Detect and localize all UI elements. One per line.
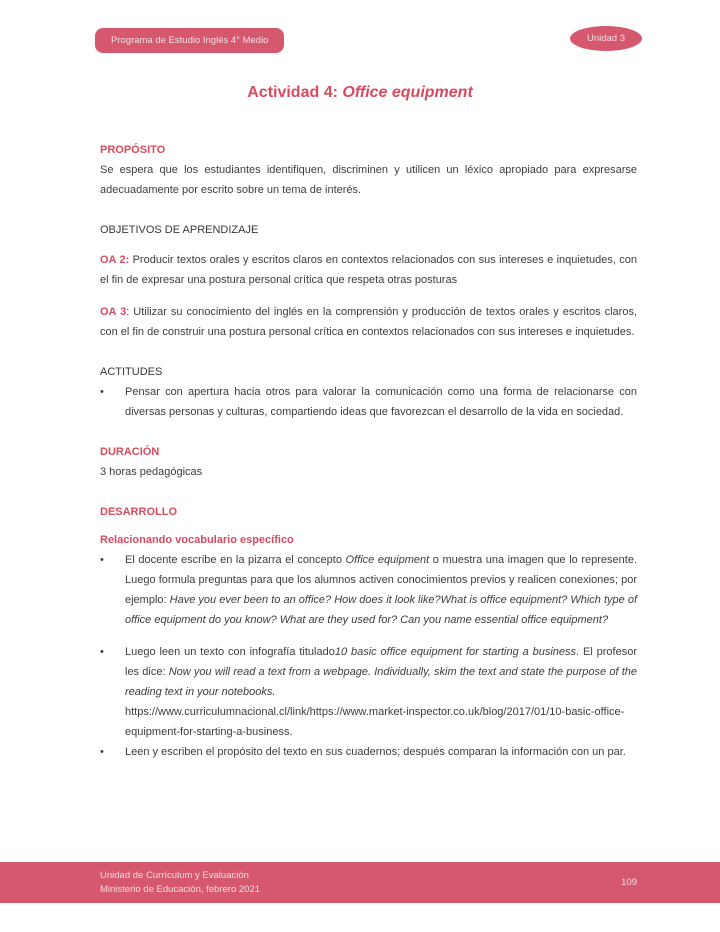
reading-url[interactable] [100,702,637,742]
bullet-marker: • [100,646,104,658]
text-segment: 10 basic office equipment for starting a business [334,646,577,658]
bullet-text [125,550,637,630]
text-segment: o muestra una imagen que lo represente. Luego formula preguntas para que los alumnos activen conocimientos previos y realicen conexiones; por ejemplo: [125,554,637,606]
page-title-italic: Office equipment [342,84,473,101]
duracion-heading [100,442,637,462]
text-segment: ACTITUDES [100,366,163,378]
text-segment: PROPÓSITO [100,144,166,156]
page-title [0,84,720,102]
footer-line2: Ministerio de Educación, febrero 2021 [100,883,261,895]
text-segment: Pensar con apertura hacia otros para valorar la comunicación como una forma de relacionarse con diversas personas y culturas, compartiendo ideas que favorezcan el desarrollo de la vida en sociedad. [125,386,637,418]
footer-bar [0,862,720,903]
text-segment: DESARROLLO [100,506,177,518]
oa3-text [100,302,637,342]
bullet-text [125,742,637,762]
actitudes-heading [100,362,637,382]
text-segment: Have you ever been to an office? How does it look like?What is office equipment? Which type of office equipment do you know? What are they used for? Can you name essential office equipment? [125,594,638,626]
text-segment: 3 horas pedagógicas [100,466,203,478]
text-segment: OA 3 [100,306,127,318]
vocabulario-subheading [100,530,637,550]
bullet-marker: • [100,386,104,398]
text-segment: Relacionando vocabulario específico [100,534,294,546]
desarrollo-bullet-1 [100,550,637,630]
text-segment: Office equipment [345,554,430,566]
text-segment: OA 2: [100,254,130,266]
page-title-prefix: Actividad 4: [247,84,343,101]
bullet-marker: • [100,554,104,566]
desarrollo-heading [100,502,637,522]
actitudes-bullet [100,382,637,422]
bullet-text [125,382,637,422]
program-badge: Programa de Estudio Inglés 4° Medio [95,28,284,53]
unit-badge: Unidad 3 [570,26,642,51]
bullet-marker: • [100,746,104,758]
proposito-text [100,160,637,200]
duracion-text [100,462,637,482]
oa2-text [100,250,637,290]
text-segment: . El profesor les dice: [125,646,638,678]
text-segment: Se espera que los estudiantes identifiquen, discriminen y utilicen un léxico apropiado para expresarse adecuadamente por escrito sobre un tema de interés. [100,164,637,196]
page-number: 109 [621,876,637,888]
text-segment: Now you will read a text from a webpage. Individually, skim the text and state the purpose of the reading text in your notebooks. [125,666,637,698]
text-segment: OBJETIVOS DE APRENDIZAJE [100,224,259,236]
objetivos-heading [100,220,637,240]
content-blocks [100,140,637,762]
footer-line1: Unidad de Currículum y Evaluación [100,869,249,881]
desarrollo-bullet-2 [100,642,637,702]
text-segment: DURACIÓN [100,446,160,458]
bullet-text [125,642,637,702]
footer-publisher [100,869,260,897]
text-segment: Leen y escriben el propósito del texto en sus cuadernos; después comparan la información con un par. [125,746,626,758]
desarrollo-bullet-3 [100,742,637,762]
text-segment: El docente escribe en la pizarra el concepto [125,554,346,566]
text-segment: https://www.curriculumnacional.cl/link/https://www.market-inspector.co.uk/blog/2017/01/10-basic-office-equipment-for-starting-a-business. [125,706,625,738]
text-segment: : Utilizar su conocimiento del inglés en la comprensión y producción de textos orales y escritos claros, con el fin de construir una postura personal crítica en contextos relacionados con sus intereses e inquietudes. [100,306,638,338]
proposito-heading [100,140,637,160]
text-segment: Producir textos orales y escritos claros en contextos relacionados con sus intereses e inquietudes, con el fin de expresar una postura personal crítica que respeta otras posturas [100,254,637,286]
text-segment: Luego leen un texto con infografía titulado [125,646,335,658]
